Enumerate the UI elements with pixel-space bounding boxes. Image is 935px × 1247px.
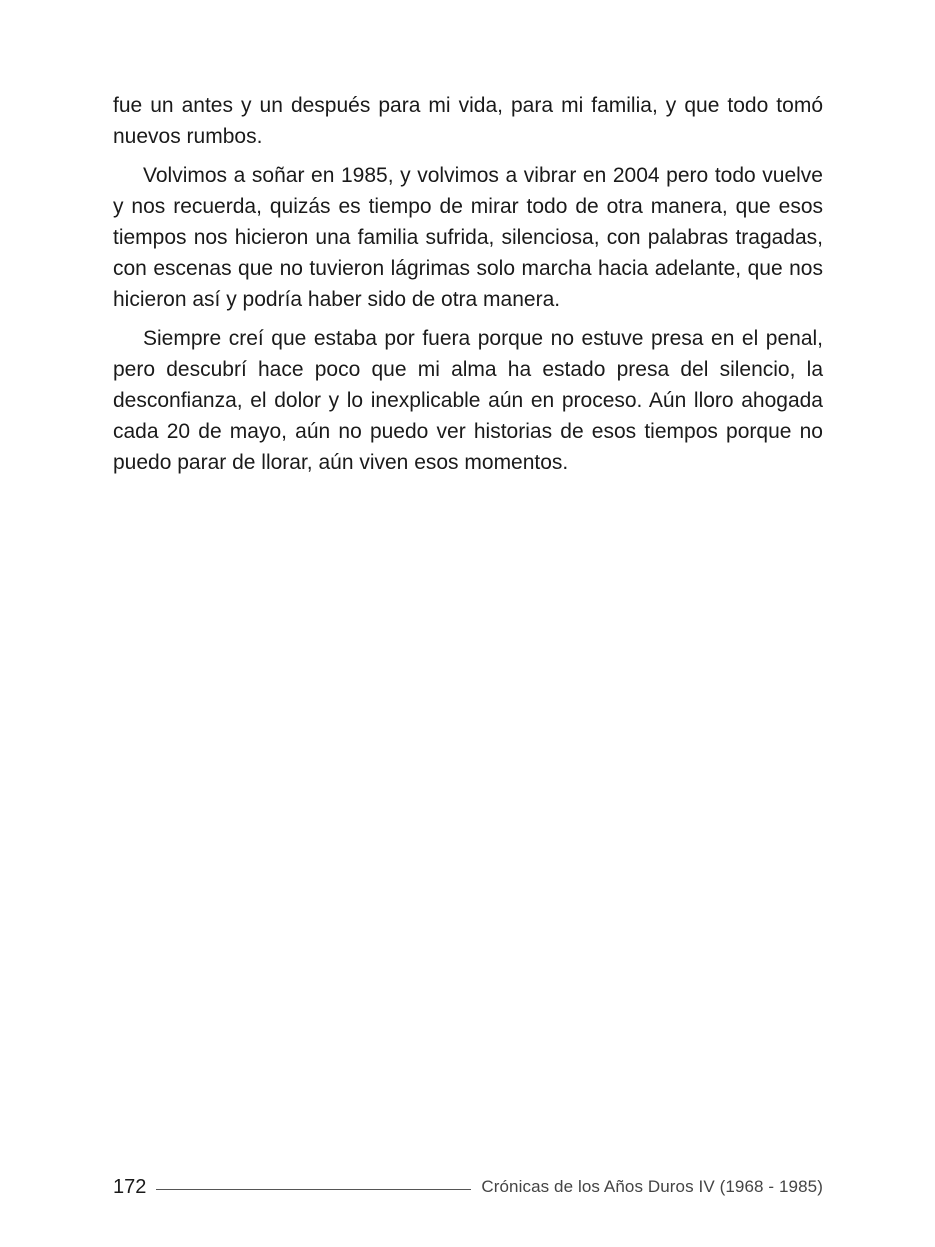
running-title: Crónicas de los Años Duros IV (1968 - 1985) bbox=[481, 1177, 823, 1196]
page-footer bbox=[113, 1172, 823, 1202]
page-number: 172 bbox=[113, 1175, 147, 1198]
paragraph-continuation: fue un antes y un después para mi vida, para mi familia, y que todo tomó nuevos rumbos. bbox=[113, 94, 823, 148]
paragraph: Volvimos a soñar en 1985, y volvimos a vibrar en 2004 pero todo vuelve y nos recuerda, quizás es tiempo de mirar todo de otra manera, que esos tiempos nos hicieron una familia sufrida, silenciosa, con palabras tragadas, con escenas que no tuvieron lágrimas solo marcha hacia adelante, que nos hicieron así y podría haber sido de otra manera. bbox=[113, 164, 823, 311]
paragraph: Siempre creí que estaba por fuera porque no estuve presa en el penal, pero descubrí hace poco que mi alma ha estado presa del silencio, la desconfianza, el dolor y lo inexplicable aún en proceso. Aún lloro ahogada cada 20 de mayo, aún no puedo ver historias de esos tiempos porque no puedo parar de llorar, aún viven esos momentos. bbox=[113, 327, 823, 474]
page-body bbox=[113, 90, 823, 486]
footer-divider bbox=[156, 1189, 471, 1190]
